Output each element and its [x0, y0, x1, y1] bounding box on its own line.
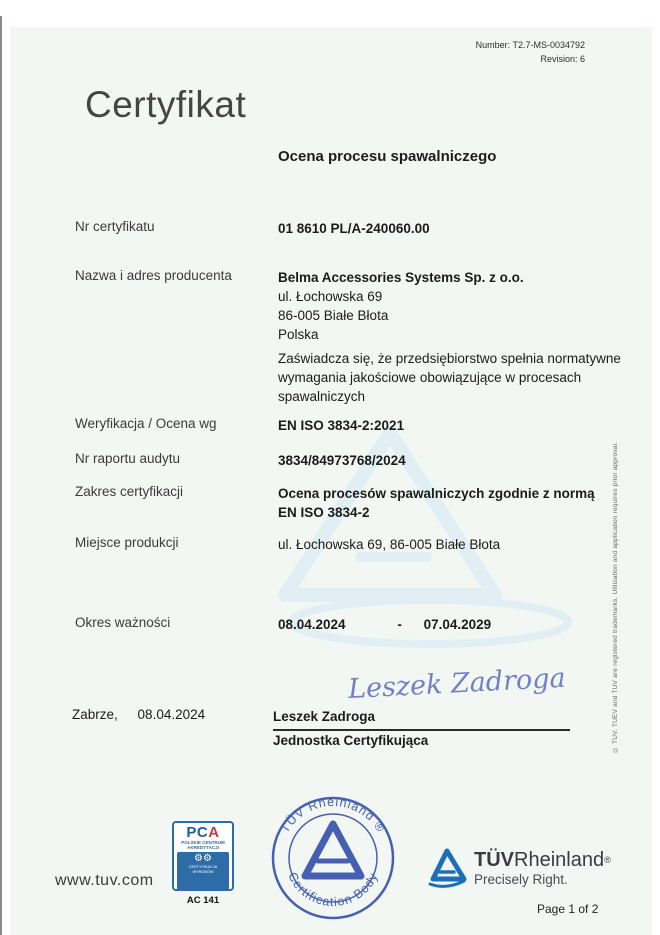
- brand-name: [474, 849, 611, 871]
- document-revision-value: 6: [579, 54, 585, 64]
- field-label-verification: Weryfikacja / Ocena wg: [75, 416, 217, 431]
- tuv-triangle-icon: [305, 824, 361, 876]
- statement-line-1: Zaświadcza się, że przedsiębiorstwo spełnia normatywne: [278, 351, 621, 366]
- page-title: Certyfikat: [85, 84, 247, 125]
- document-number: [476, 38, 585, 52]
- field-label-audit-report: Nr raportu audytu: [75, 451, 181, 466]
- producer-country: Polska: [278, 327, 319, 342]
- document-revision-label: Revision:: [540, 54, 578, 64]
- validity-to-date: 07.04.2029: [423, 617, 492, 632]
- producer-street: ul. Łochowska 69: [278, 289, 383, 304]
- stamp-arc-bottom-text: Certification Body: [285, 870, 381, 910]
- page-number: Page 1 of 2: [537, 902, 599, 916]
- brand-tuv: TÜV: [474, 849, 514, 871]
- page-subtitle: Ocena procesu spawalniczego: [278, 148, 497, 165]
- pca-certification-mark: [177, 852, 229, 890]
- document-number-label: Number:: [475, 40, 511, 50]
- tuv-website-link: www.tuv.com: [55, 872, 154, 889]
- registered-mark-icon: ®: [604, 855, 611, 865]
- issue-date: 08.04.2024: [137, 707, 206, 722]
- field-value-validity: [278, 615, 491, 634]
- field-value-cert-no: 01 8610 PL/A-240060.00: [278, 221, 430, 236]
- signature-line: [273, 729, 570, 731]
- validity-separator: -: [397, 617, 402, 632]
- scope-line-2: EN ISO 3834-2: [278, 505, 370, 520]
- producer-city: 86-005 Białe Błota: [278, 308, 389, 323]
- pca-box-line1: CERTYFIKACJA: [188, 865, 218, 869]
- scope-line-1: Ocena procesów spawalniczych zgodnie z normą: [278, 486, 595, 501]
- pca-accreditation-logo: [172, 821, 234, 891]
- document-number-value: T2.7-MS-0034792: [512, 40, 585, 50]
- pca-letter-a: A: [208, 824, 220, 841]
- signatory-name: Leszek Zadroga: [273, 709, 376, 724]
- pca-wordmark: [174, 825, 232, 840]
- field-label-producer: Nazwa i adres producenta: [75, 268, 232, 283]
- field-value-verification: EN ISO 3834-2:2021: [278, 418, 405, 433]
- producer-name: Belma Accessories Systems Sp. z o.o.: [278, 270, 524, 285]
- document-revision: [476, 52, 585, 66]
- signatory-role: Jednostka Certyfikująca: [273, 733, 429, 748]
- field-value-production-site: ul. Łochowska 69, 86-005 Białe Błota: [278, 537, 501, 552]
- tuv-rheinland-triangle-icon: [424, 846, 470, 890]
- trademark-side-note: © TUV, TUEV and TUV are registered trademarks. Utilisation and application requires prior approval.: [612, 441, 619, 753]
- certification-body-stamp: [263, 788, 403, 928]
- brand-rheinland: Rheinland: [514, 849, 605, 871]
- document-meta: [476, 38, 585, 66]
- field-value-scope: [278, 484, 595, 522]
- pca-letters-pc: PC: [186, 824, 209, 841]
- handwritten-signature: Leszek Zadroga: [347, 662, 567, 705]
- pca-box-line2: WYROBÓW: [192, 869, 214, 874]
- pca-subtitle-line1: POLSKIE CENTRUM: [181, 840, 225, 845]
- gears-icon: ⚙⚙: [194, 853, 212, 864]
- issue-place: Zabrze,: [72, 707, 118, 722]
- brand-tagline: Precisely Right.: [474, 872, 568, 887]
- field-value-audit-report: 3834/84973768/2024: [278, 453, 406, 468]
- scan-edge-artifact: [0, 16, 2, 935]
- certification-statement: [278, 349, 621, 406]
- field-label-validity: Okres ważności: [75, 615, 171, 630]
- field-label-scope: Zakres certyfikacji: [75, 484, 184, 499]
- issue-place-date: [72, 707, 205, 722]
- statement-line-2: wymagania jakościowe obowiązujące w procesach: [278, 370, 582, 385]
- stamp-arc-top-text: TÜV Rheinland ®: [277, 794, 389, 836]
- tuv-rheinland-wordmark: [474, 849, 611, 887]
- field-label-cert-no: Nr certyfikatu: [75, 219, 155, 234]
- field-label-production-site: Miejsce produkcji: [75, 535, 179, 550]
- validity-from-date: 08.04.2024: [278, 617, 346, 632]
- pca-accreditation-number: AC 141: [186, 895, 220, 906]
- statement-line-3: spawalniczych: [278, 389, 366, 404]
- pca-subtitle-line2: AKREDYTACJI: [187, 845, 219, 850]
- field-value-producer: [278, 268, 524, 344]
